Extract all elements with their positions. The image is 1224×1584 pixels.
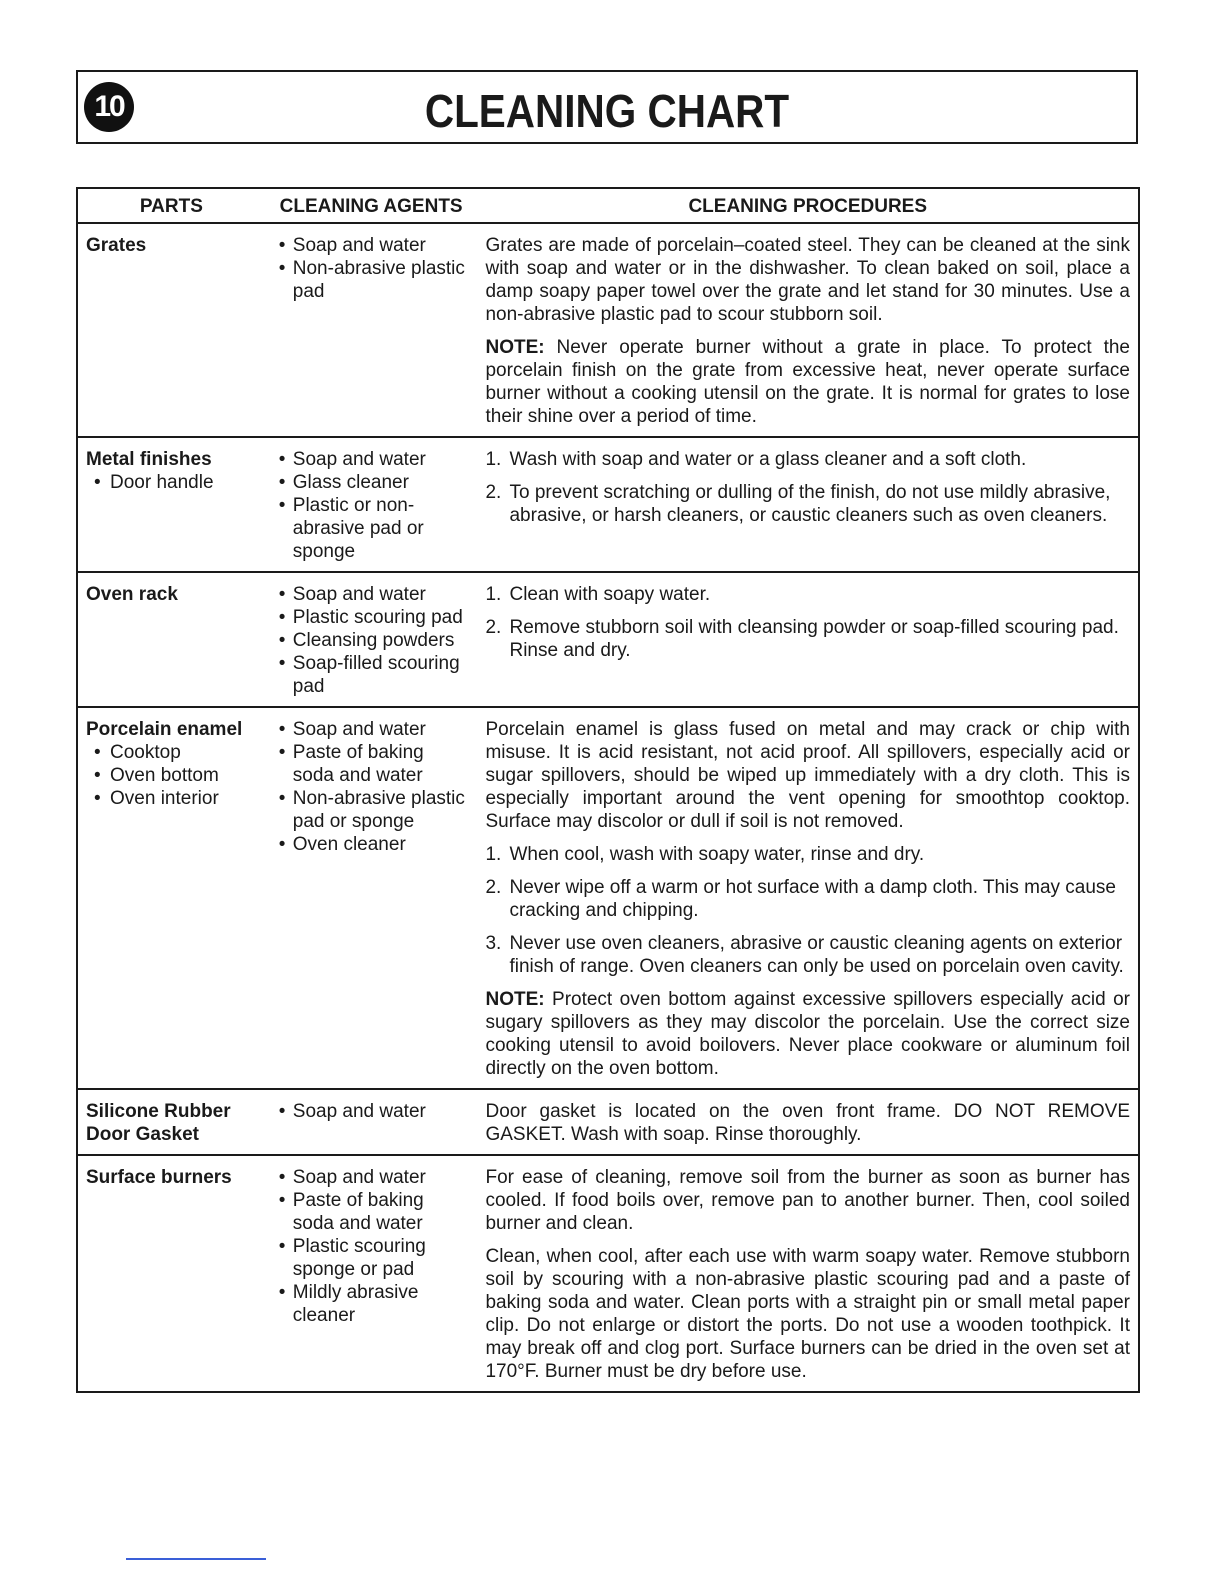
- part-name: Surface burners: [86, 1167, 232, 1188]
- agents-cell: [265, 223, 478, 437]
- step-text: Remove stubborn soil with cleansing powder or soap-filled scouring pad. Rinse and dry.: [509, 617, 1119, 661]
- agent-item: • Soap and water: [273, 718, 470, 741]
- agent-item: • Soap and water: [273, 448, 470, 471]
- procedure-cell: [477, 572, 1139, 707]
- agents-cell: [265, 437, 478, 572]
- step-number: 1.: [485, 584, 502, 605]
- step-number: 1.: [485, 844, 502, 865]
- note-text: Never operate burner without a grate in place. To protect the porcelain finish on the grate from excessive heat, never operate surface burner without a cooking utensil on the grate. It is normal for grates to lose their shine over a period of time.: [485, 337, 1130, 427]
- step-text: To prevent scratching or dulling of the finish, do not use mildly abrasive, abrasive, or harsh cleaners, or caustic cleaners such as oven cleaners.: [509, 482, 1111, 526]
- procedure-steps: [485, 843, 1130, 978]
- agent-item: • Soap and water: [273, 583, 470, 606]
- part-cell: [77, 1089, 265, 1155]
- note-label: NOTE:: [485, 989, 545, 1010]
- step-number: 2.: [485, 877, 502, 898]
- procedure-step: [485, 932, 1130, 978]
- part-name: Grates: [86, 235, 147, 256]
- subpart-item: • Door handle: [86, 471, 257, 494]
- agent-item: • Non-abrasive plastic pad or sponge: [273, 787, 470, 833]
- step-number: 1.: [485, 449, 502, 470]
- procedure-step: [485, 843, 1130, 866]
- page-title: CLEANING CHART: [424, 85, 790, 137]
- procedure-paragraph: Door gasket is located on the oven front frame. DO NOT REMOVE GASKET. Wash with soap. Rinse thoroughly.: [485, 1101, 1130, 1145]
- agent-item: • Mildly abrasive cleaner: [273, 1281, 470, 1327]
- agents-cell: [265, 572, 478, 707]
- table-row: [77, 1155, 1139, 1392]
- procedure-paragraph: Grates are made of porcelain–coated steel. They can be cleaned at the sink with soap and water or in the dishwasher. To clean baked on soil, place a damp soapy paper towel over the grate and let stand for 30 minutes. Use a non-abrasive plastic pad to scour stubborn soil.: [485, 235, 1130, 325]
- agent-item: • Soap and water: [273, 1100, 470, 1123]
- footer-rule: [126, 1558, 266, 1560]
- step-text: Wash with soap and water or a glass cleaner and a soft cloth.: [509, 449, 1027, 470]
- part-name: Porcelain enamel: [86, 719, 243, 740]
- agent-item: • Paste of baking soda and water: [273, 741, 470, 787]
- part-cell: [77, 437, 265, 572]
- step-text: When cool, wash with soapy water, rinse and dry.: [509, 844, 925, 865]
- agent-item: • Cleansing powders: [273, 629, 470, 652]
- part-cell: [77, 572, 265, 707]
- procedure-steps: [485, 448, 1130, 527]
- agent-item: • Plastic scouring sponge or pad: [273, 1235, 470, 1281]
- procedure-cell: [477, 1089, 1139, 1155]
- agent-item: • Soap and water: [273, 1166, 470, 1189]
- agents-cell: [265, 707, 478, 1089]
- procedure-step: [485, 448, 1130, 471]
- note-label: NOTE:: [485, 337, 545, 358]
- table-row: [77, 437, 1139, 572]
- procedure-step: [485, 481, 1130, 527]
- procedure-cell: [477, 707, 1139, 1089]
- agent-item: • Plastic or non-abrasive pad or sponge: [273, 494, 470, 563]
- procedure-step: [485, 876, 1130, 922]
- agent-list: [273, 448, 470, 563]
- part-cell: [77, 223, 265, 437]
- part-cell: [77, 707, 265, 1089]
- procedure-note: [485, 336, 1130, 428]
- procedure-paragraph: Porcelain enamel is glass fused on metal and may crack or chip with misuse. It is acid resistant, not acid proof. All spillovers, especially acid or sugar spillovers, should be wiped up immediately with a dry cloth. This is especially important around the vent opening for smoothtop cooktop. Surface may discolor or dull if soil is not removed.: [485, 719, 1130, 832]
- agent-list: [273, 583, 470, 698]
- table-row: [77, 572, 1139, 707]
- procedure-paragraph: Clean, when cool, after each use with warm soapy water. Remove stubborn soil by scouring with a non-abrasive plastic scouring pad and a paste of baking soda and water. Clean ports with a straight pin or small metal paper clip. Do not enlarge or distort the ports. Do not use a wooden toothpick. It may break off and clog port. Surface burners can be dried in the oven set at 170°F. Burner must be dry before use.: [485, 1246, 1130, 1382]
- step-number: 2.: [485, 482, 502, 503]
- note-text: Protect oven bottom against excessive spillovers especially acid or sugary spillovers as they may discolor the porcelain. Use the correct size cooking utensil to avoid boilovers. Never place cookware or aluminum foil directly on the oven bottom.: [485, 989, 1130, 1079]
- subpart-item: • Oven interior: [86, 787, 257, 810]
- agent-list: [273, 234, 470, 303]
- section-number-badge: 10: [84, 82, 134, 132]
- agent-item: • Plastic scouring pad: [273, 606, 470, 629]
- procedure-paragraph: For ease of cleaning, remove soil from the burner as soon as burner has cooled. If food boils over, remove pan to another burner. Then, cool soiled burner and clean.: [485, 1167, 1130, 1234]
- table-header-row: [77, 188, 1139, 223]
- table-row: [77, 707, 1139, 1089]
- procedure-step: [485, 616, 1130, 662]
- procedure-cell: [477, 223, 1139, 437]
- table-row: [77, 223, 1139, 437]
- agent-item: • Soap and water: [273, 234, 470, 257]
- table-row: [77, 1089, 1139, 1155]
- agent-list: [273, 718, 470, 856]
- step-text: Never wipe off a warm or hot surface with a damp cloth. This may cause cracking and chipping.: [509, 877, 1116, 921]
- step-number: 3.: [485, 933, 502, 954]
- agent-item: • Paste of baking soda and water: [273, 1189, 470, 1235]
- column-header-agents: CLEANING AGENTS: [265, 188, 478, 223]
- procedure-steps: [485, 583, 1130, 662]
- agent-list: [273, 1100, 470, 1123]
- procedure-note: [485, 988, 1130, 1080]
- subpart-item: • Oven bottom: [86, 764, 257, 787]
- part-name: Silicone Rubber Door Gasket: [86, 1101, 231, 1145]
- column-header-parts: PARTS: [77, 188, 265, 223]
- agents-cell: [265, 1155, 478, 1392]
- agent-item: • Glass cleaner: [273, 471, 470, 494]
- procedure-cell: [477, 1155, 1139, 1392]
- cleaning-chart-table: [76, 187, 1140, 1393]
- subpart-item: • Cooktop: [86, 741, 257, 764]
- part-cell: [77, 1155, 265, 1392]
- column-header-procedures: CLEANING PROCEDURES: [477, 188, 1139, 223]
- procedure-cell: [477, 437, 1139, 572]
- step-number: 2.: [485, 617, 502, 638]
- table-body: [77, 223, 1139, 1392]
- step-text: Never use oven cleaners, abrasive or caustic cleaning agents on exterior finish of range. Oven cleaners can only be used on porcelain oven cavity.: [509, 933, 1124, 977]
- subpart-list: [86, 471, 257, 494]
- subpart-list: [86, 741, 257, 810]
- agents-cell: [265, 1089, 478, 1155]
- part-name: Oven rack: [86, 584, 178, 605]
- agent-item: • Non-abrasive plastic pad: [273, 257, 470, 303]
- procedure-step: [485, 583, 1130, 606]
- part-name: Metal finishes: [86, 449, 212, 470]
- agent-item: • Oven cleaner: [273, 833, 470, 856]
- chart-header: [76, 70, 1138, 144]
- agent-list: [273, 1166, 470, 1327]
- agent-item: • Soap-filled scouring pad: [273, 652, 470, 698]
- step-text: Clean with soapy water.: [509, 584, 711, 605]
